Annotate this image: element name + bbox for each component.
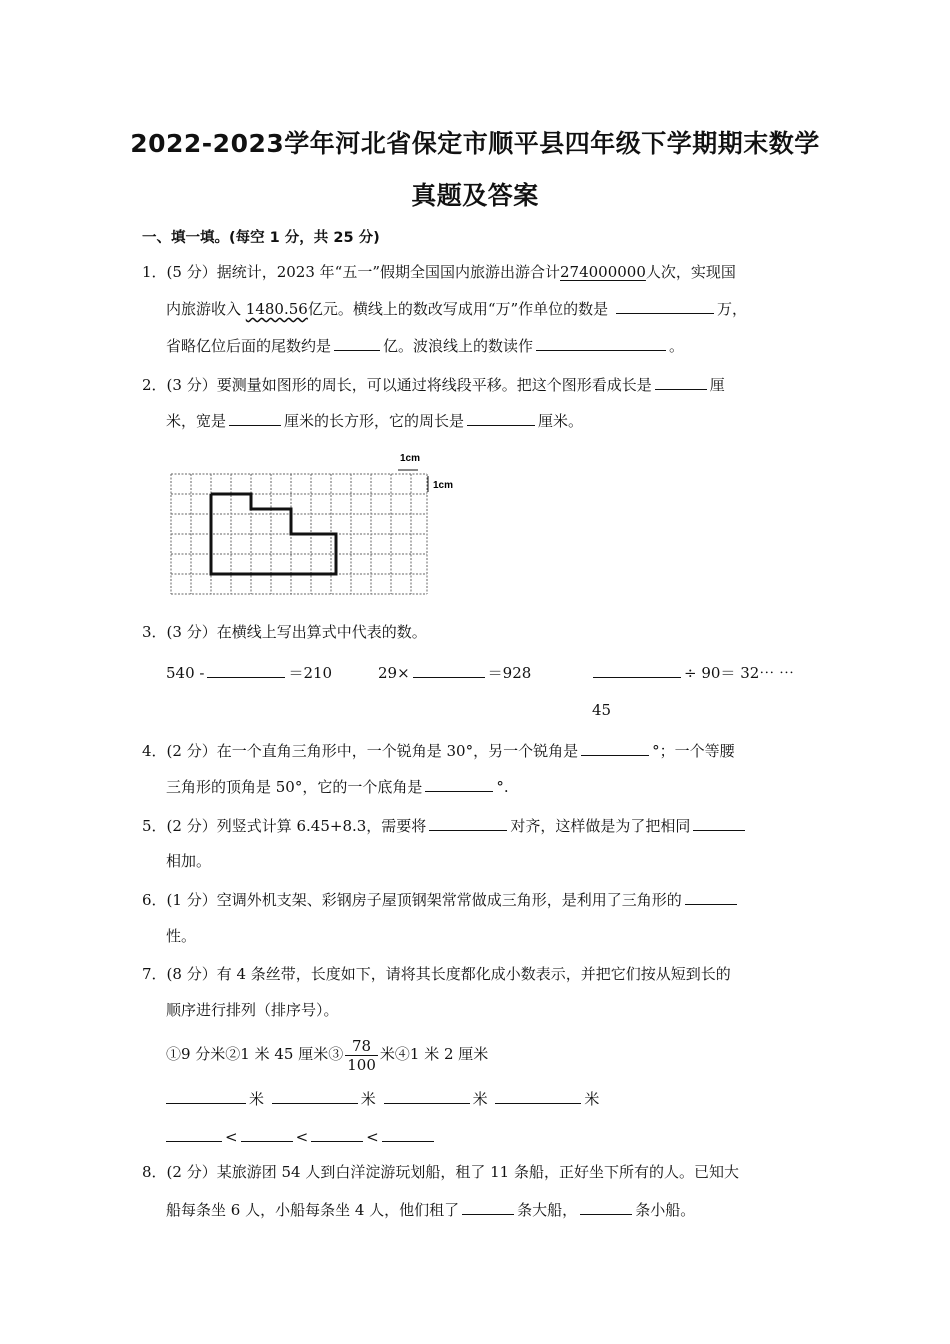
q2-blank-width[interactable] (229, 410, 281, 426)
q7-order-blank-3[interactable] (311, 1126, 363, 1142)
q2-blank-length[interactable] (655, 374, 707, 390)
q4-blank-2[interactable] (425, 776, 493, 792)
q8-line1: 8．(2 分）某旅游团 54 人到白洋淀游玩划船，租了 11 条船，正好坐下所有的人。已知大 (142, 1163, 739, 1181)
q6-line2: 性。 (166, 927, 197, 945)
section-heading: 一、填一填。(每空 1 分，共 25 分) (142, 230, 380, 246)
q3-eq3-remainder: 45 (592, 701, 612, 719)
q1-line1: 1．(5 分）据统计，2023 年“五一”假期全国国内旅游出游合计274000000人次，实现国 (142, 263, 736, 281)
q2-line2: 米，宽是 厘米的长方形，它的周长是 厘米。 (166, 412, 584, 430)
q1-line2: 内旅游收入 1480.56亿元。横线上的数改写成用“万”作单位的数是 万， (166, 300, 747, 318)
q2-blank-perimeter[interactable] (467, 410, 535, 426)
q3-eq1: 540 - ＝210 (166, 664, 333, 682)
q1-blank-1[interactable] (616, 298, 714, 314)
q6-blank[interactable] (685, 889, 737, 905)
q1-blank-2[interactable] (334, 335, 380, 351)
q5-line1: 5．(2 分）列竖式计算 6.45+8.3，需要将 对齐，这样做是为了把相同 (142, 815, 748, 836)
q1-line3: 省略亿位后面的尾数约是 亿。波浪线上的数读作 。 (166, 337, 685, 355)
q5-blank-1[interactable] (429, 815, 507, 831)
q8-blank-big[interactable] (462, 1199, 514, 1215)
q7-order-blank-2[interactable] (241, 1126, 293, 1142)
q8-line2: 船每条坐 6 人，小船每条坐 4 人，他们租了 条大船， 条小船。 (166, 1201, 696, 1219)
q4-line1: 4．(2 分）在一个直角三角形中，一个锐角是 30°，另一个锐角是 °；一个等腰 (142, 742, 735, 760)
q7-convert-blank-2[interactable] (272, 1088, 358, 1104)
q8-blank-small[interactable] (580, 1199, 632, 1215)
q3-line1: 3．(3 分）在横线上写出算式中代表的数。 (142, 623, 427, 641)
q1-blank-3[interactable] (536, 335, 666, 351)
scale-label-width: 1cm (400, 453, 421, 464)
q7-fraction: $\frac{78}{100}$ (347, 1036, 376, 1074)
q7-convert-blank-4[interactable] (495, 1088, 581, 1104)
q4-blank-1[interactable] (581, 740, 649, 756)
q7-line2: 顺序进行排列（排序号）。 (166, 1001, 339, 1019)
q3-blank-3[interactable] (593, 662, 681, 678)
q3-eq2: 29× ＝928 (378, 664, 532, 682)
q3-eq3: ÷ 90＝ 32⋯ ⋯ (590, 662, 794, 683)
doc-title-line2: 真题及答案 (411, 181, 539, 210)
q7-order-row: < < < (166, 1126, 437, 1147)
q7-convert-blank-3[interactable] (384, 1088, 470, 1104)
q7-line1: 7．(8 分）有 4 条丝带，长度如下，请将其长度都化成小数表示，并把它们按从短到长的 (142, 965, 731, 983)
q4-line2: 三角形的顶角是 50°，它的一个底角是 °. (166, 778, 509, 796)
q7-convert-blank-1[interactable] (166, 1088, 246, 1104)
q3-blank-2[interactable] (413, 662, 485, 678)
q6-line1: 6．(1 分）空调外机支架、彩钢房子屋顶钢架常常做成三角形，是利用了三角形的 (142, 889, 740, 910)
scale-label-height: 1cm (433, 480, 454, 491)
q5-blank-2[interactable] (693, 815, 745, 831)
q7-order-blank-1[interactable] (166, 1126, 222, 1142)
q7-items: ①9 分米②1 米 45 厘米③ $\frac{78}{100}$ 米④1 米 2 厘米 (166, 1036, 489, 1074)
q2-line1: 2．(3 分）要测量如图形的周长，可以通过将线段平移。把这个图形看成长是 厘 (142, 376, 725, 394)
q1-wavy-number: 1480.56 (245, 300, 308, 318)
q1-underlined-number: 274000000 (560, 263, 646, 281)
doc-title-line1: 2022-2023学年河北省保定市顺平县四年级下学期期末数学 (130, 129, 820, 158)
grid-figure (166, 446, 466, 604)
q5-line2: 相加。 (166, 852, 212, 870)
q7-conversion-row: 米 米 米 米 (166, 1088, 599, 1109)
q7-order-blank-4[interactable] (382, 1126, 434, 1142)
q3-blank-1[interactable] (207, 662, 285, 678)
